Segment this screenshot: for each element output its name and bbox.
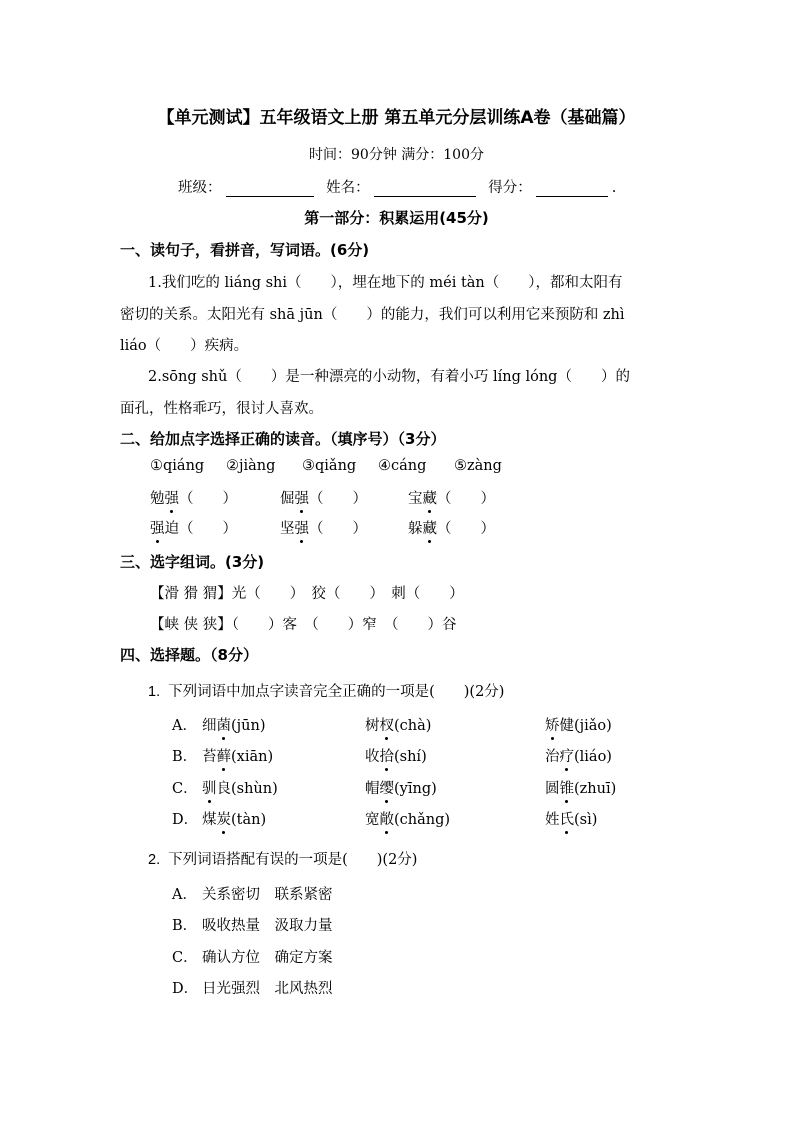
- q1-line-4: 2.sōng shǔ（ ）是一种漂亮的小动物，有着小巧 líng lóng（ ）的: [148, 369, 630, 385]
- class-blank[interactable]: [226, 182, 314, 197]
- q4-s1-stem: 1. 下列词语中加点字读音完全正确的一项是( )(2分): [148, 684, 505, 700]
- dotted-char: 敞: [380, 808, 395, 829]
- dotted-char: 杈: [380, 714, 395, 735]
- q4-s2-option-a: A． 关系密切 联系紧密: [172, 887, 333, 903]
- dotted-char: 炭: [217, 808, 232, 829]
- q4-s2-stem: 2. 下列词语搭配有误的一项是( )(2分): [148, 852, 418, 868]
- q1-line-1: 1.我们吃的 liáng shi（ ），埋在地下的 méi tàn（ ），都和太阳有: [148, 275, 623, 291]
- q4-s2-number: 2.: [148, 852, 161, 868]
- score-label: 得分：: [488, 180, 532, 196]
- dotted-char: 矫: [545, 714, 560, 735]
- dotted-char: 藓: [217, 745, 232, 766]
- q2-word: 勉强（ ）: [150, 487, 280, 508]
- q4-s2-option-c: C． 确认方位 确定方案: [172, 950, 333, 966]
- dotted-char: 菌: [217, 714, 232, 735]
- q4-s1-option-a: A． 细菌(jūn) 树杈(chà) 矫健(jiǎo): [172, 714, 612, 735]
- dotted-char: 强: [295, 517, 310, 538]
- dotted-char: 强: [295, 487, 310, 508]
- name-label: 姓名：: [326, 180, 370, 196]
- exam-time-score: 时间：90分钟 满分：100分: [309, 147, 484, 163]
- q2-word: 强迫（ ）: [150, 517, 280, 538]
- q4-s1-option-c: C． 驯良(shùn) 帽缨(yīng) 圆锥(zhuī): [172, 777, 616, 798]
- q2-options: [150, 458, 530, 474]
- dotted-char: 锥: [560, 777, 575, 798]
- dotted-char: 氏: [560, 808, 575, 829]
- q2-row-2: [150, 517, 495, 538]
- q2-option: ②jiàng: [226, 458, 276, 474]
- q2-option: ④cáng: [378, 458, 427, 474]
- q1-title: 一、读句子，看拼音，写词语。(6分): [120, 241, 370, 259]
- part-one-heading: 第一部分：积累运用(45分): [304, 209, 489, 227]
- dotted-char: 驯: [202, 777, 217, 798]
- dotted-char: 强: [150, 517, 165, 538]
- q2-word: 坚强（ ）: [280, 517, 408, 538]
- class-label: 班级：: [178, 180, 222, 196]
- dotted-char: 强: [165, 487, 180, 508]
- dotted-char: 藏: [423, 487, 438, 508]
- q3-line-2: 【峡 侠 狭】（ ）客 （ ）窄 （ ）谷: [150, 617, 457, 633]
- q1-line-2: 密切的关系。太阳光有 shā jūn（ ）的能力，我们可以利用它来预防和 zhì: [120, 307, 625, 323]
- q2-option: ①qiáng: [150, 458, 205, 474]
- q4-s1-option-d: D． 煤炭(tàn) 宽敞(chǎng) 姓氏(sì): [172, 808, 597, 829]
- q2-title: 二、给加点字选择正确的读音。（填序号）（3分）: [120, 430, 446, 448]
- q4-title: 四、选择题。（8分）: [120, 646, 258, 664]
- q4-s2-option-b: B． 吸收热量 汲取力量: [172, 918, 333, 934]
- page-title: 【单元测试】五年级语文上册 第五单元分层训练A卷（基础篇）: [157, 108, 636, 128]
- q2-word: 宝藏（ ）: [408, 487, 495, 508]
- dotted-char: 拾: [380, 745, 395, 766]
- dotted-char: 藏: [423, 517, 438, 538]
- q4-s2-option-d: D． 日光强烈 北风热烈: [172, 981, 333, 997]
- score-blank[interactable]: [536, 182, 608, 197]
- dotted-char: 缨: [380, 777, 395, 798]
- q4-s1-option-b: B． 苔藓(xiān) 收拾(shí) 治疗(liáo): [172, 745, 612, 766]
- end-mark: .: [611, 180, 617, 196]
- q2-word: 倔强（ ）: [280, 487, 408, 508]
- q1-line-3: liáo（ ）疾病。: [120, 338, 249, 354]
- q2-row-1: [150, 487, 495, 508]
- q2-option: ⑤zàng: [454, 458, 502, 474]
- q3-title: 三、选字组词。(3分): [120, 553, 265, 571]
- dotted-char: 疗: [560, 745, 575, 766]
- q1-line-5: 面孔，性格乖巧，很讨人喜欢。: [120, 401, 323, 417]
- q2-option: ③qiǎng: [302, 458, 357, 474]
- q4-s1-number: 1.: [148, 684, 161, 700]
- name-blank[interactable]: [374, 182, 476, 197]
- q3-line-1: 【滑 猾 猬】光（ ） 狡（ ） 刺（ ）: [150, 586, 464, 602]
- student-info-line: [178, 176, 616, 197]
- q2-word: 躲藏（ ）: [408, 517, 495, 538]
